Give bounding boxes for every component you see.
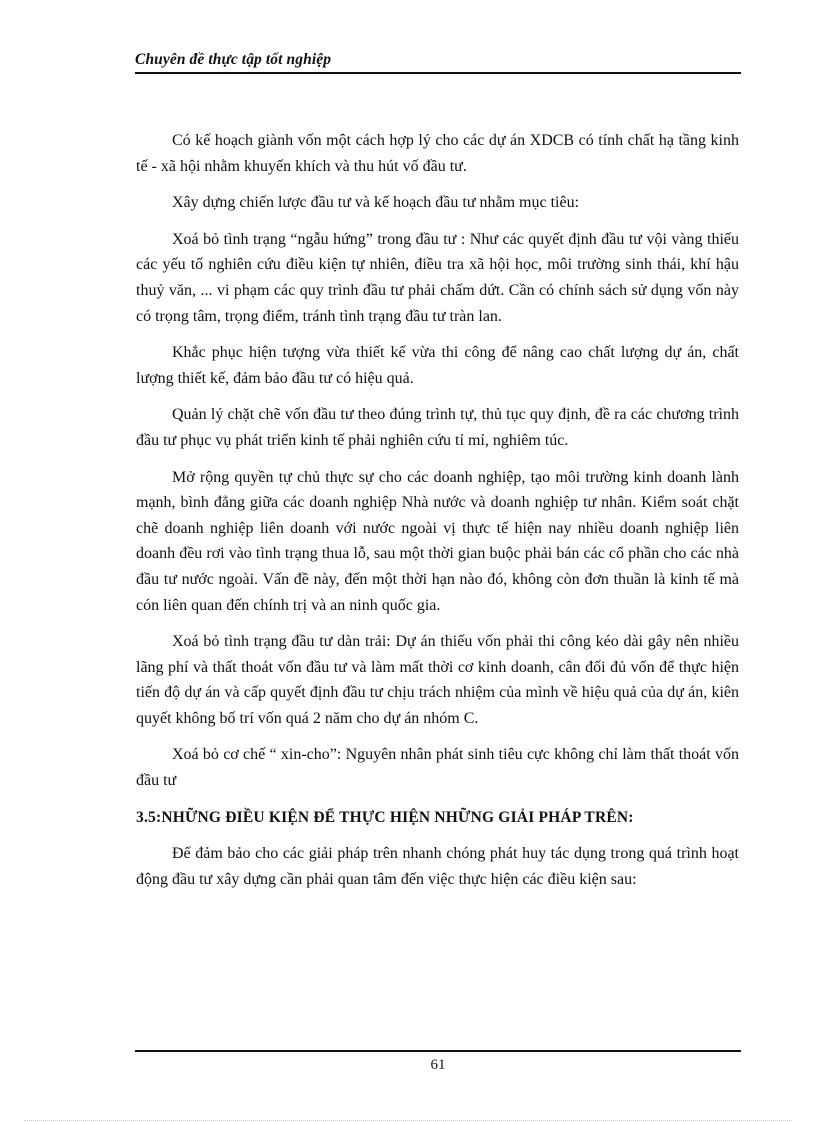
header-title: Chuyên đề thực tập tốt nghiệp [135, 51, 332, 68]
section-heading: 3.5:NHỮNG ĐIỀU KIỆN ĐỂ THỰC HIỆN NHỮNG GIẢI PHÁP TRÊN: [136, 808, 634, 826]
closing-paragraph: Để đảm bảo cho các giải pháp trên nhanh chóng phát huy tác dụng trong quá trình hoạt động đầu tư xây dựng cần phải quan tâm đến việc thực hiện các điều kiện sau: [136, 845, 739, 888]
body-paragraph: Mở rộng quyền tự chủ thực sự cho các doanh nghiệp, tạo môi trường kinh doanh lành mạnh, bình đẳng giữa các doanh nghiệp Nhà nước và doanh nghiệp tư nhân. Kiểm soát chặt chẽ doanh nghiệp liên doanh với nước ngoài vị thực tế hiện nay nhiều doanh nghiệp liên doanh đều rơi vào tình trạng thua lỗ, sau một thời gian buộc phải bán các cổ phần cho các nhà đầu tư nước ngoài. Vấn đề này, đến một thời hạn nào đó, không còn đơn thuần là kinh tế mà cón liên quan đến chính trị và an ninh quốc gia. [136, 468, 739, 614]
body-paragraph: Quản lý chặt chẽ vốn đầu tư theo đúng trình tự, thủ tục quy định, đề ra các chương trình đầu tư phục vụ phát triển kinh tế phải nghiên cứu tỉ mỉ, nghiêm túc. [136, 406, 739, 449]
page-header [135, 48, 741, 74]
body-paragraph: Xoá bỏ cơ chế “ xin-cho”: Nguyên nhân phát sinh tiêu cực không chỉ làm thất thoát vốn đầu tư [136, 746, 739, 790]
body-paragraph: Có kế hoạch giành vốn một cách hợp lý cho các dự án XDCB có tính chất hạ tầng kinh tế - xã hội nhằm khuyến khích và thu hút vố đầu tư. [136, 132, 739, 175]
body-paragraph: Xoá bỏ tình trạng đầu tư dàn trải: Dự án thiếu vốn phải thi công kéo dài gây nên nhiều lãng phí và thất thoát vốn đầu tư và làm mất thời cơ kinh doanh, cân đối đủ vốn để thực hiện tiến độ dự án và cấp quyết định đầu tư chịu trách nhiệm của mình về hiệu quả của dự án, kiên quyết không bố trí vốn quá 2 năm cho dự án nhóm C. [136, 633, 739, 727]
page-footer [135, 1050, 741, 1074]
body-paragraph: Xây dựng chiến lược đầu tư và kế hoạch đầu tư nhằm mục tiêu: [172, 194, 580, 212]
body-paragraph: Xoá bỏ tình trạng “ngẫu hứng” trong đầu tư : Như các quyết định đầu tư vội vàng thiếu các yếu tố nghiên cứu điều kiện tự nhiên, điều tra xã hội học, môi trường sinh thái, khí hậu thuỷ văn, ... vi phạm các quy trình đầu tư phải chấm dứt. Cần có chính sách sử dụng vốn này có trọng tâm, trọng điểm, tránh tình trạng đầu tư tràn lan. [136, 230, 739, 325]
document-body [136, 128, 739, 903]
body-paragraph: Khắc phục hiện tượng vừa thiết kế vừa thi công để nâng cao chất lượng dự án, chất lượng thiết kế, đảm bảo đầu tư có hiệu quả. [136, 344, 739, 387]
page-edge-divider [24, 1120, 792, 1121]
page-number: 61 [430, 1057, 446, 1073]
